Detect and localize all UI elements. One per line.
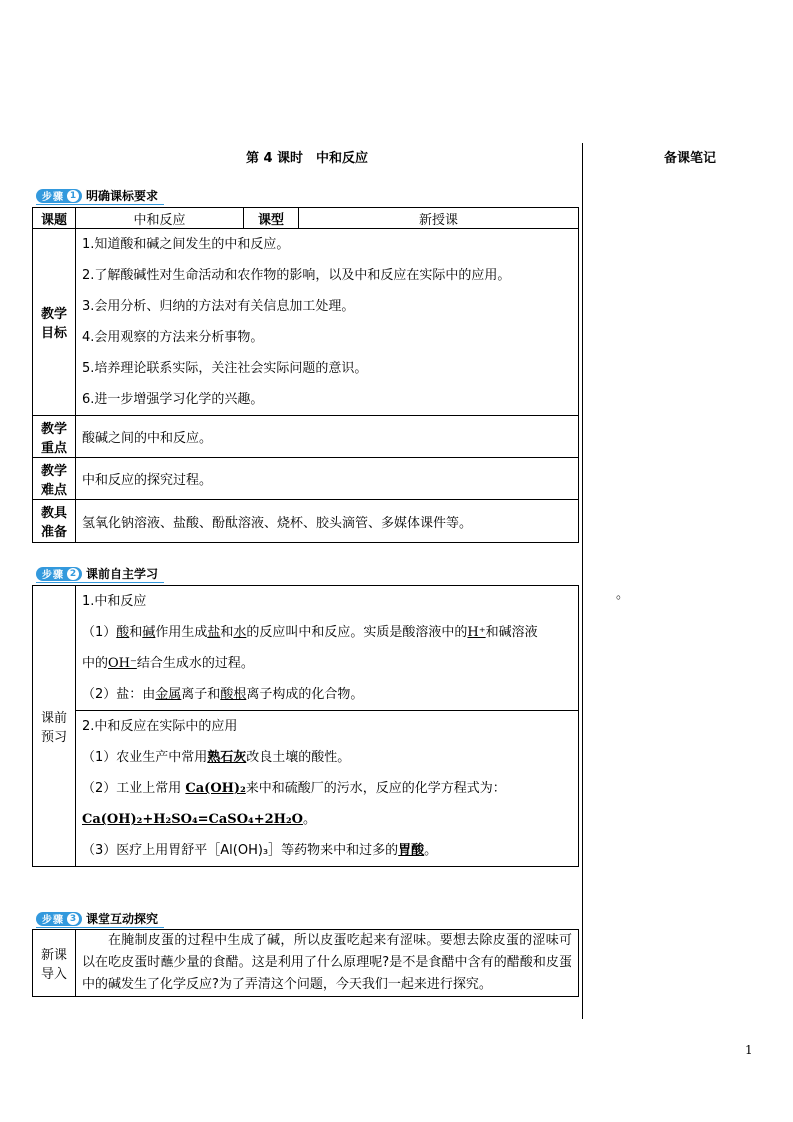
goal-item: 6.进一步增强学习化学的兴趣。 [82, 392, 264, 407]
step-label: 明确课标要求 [86, 189, 159, 203]
step-badge: 步骤 3 [36, 912, 82, 926]
goal-item: 4.会用观察的方法来分析事物。 [82, 330, 264, 345]
intro-table [32, 929, 579, 997]
type-label: 课型 [244, 208, 299, 229]
step-2-header [36, 565, 160, 582]
step-3-header [36, 910, 160, 927]
type-value: 新授课 [299, 208, 579, 229]
notes-heading: 备课笔记 [663, 151, 716, 166]
chemical-equation: Ca(OH)₂+H₂SO₄=CaSO₄+2H₂O。 [82, 812, 316, 827]
section-heading: 2.中和反应在实际中的应用 [82, 719, 238, 734]
topic-label: 课题 [33, 208, 76, 229]
difficult-label: 教学难点 [33, 458, 76, 500]
application-medicine: （3）医疗上用胃舒平［Al(OH)₃］等药物来中和过多的胃酸。 [82, 843, 438, 858]
goal-item: 1.知道酸和碱之间发生的中和反应。 [82, 237, 290, 252]
goal-item: 3.会用分析、归纳的方法对有关信息加工处理。 [82, 299, 355, 314]
goals-label: 教学目标 [33, 229, 76, 416]
preview-label: 课前预习 [33, 586, 76, 867]
definition-paragraph: （1）酸和碱作用生成盐和水的反应叫中和反应。实质是酸溶液中的H⁺和碱溶液 [82, 625, 538, 640]
step-badge: 步骤 2 [36, 567, 82, 581]
step-1-header [36, 187, 160, 204]
salt-paragraph: （2）盐：由金属离子和酸根离子构成的化合物。 [82, 687, 364, 702]
application-agriculture: （1）农业生产中常用熟石灰改良土壤的酸性。 [82, 750, 351, 765]
definition-paragraph-cont: 中的OH⁻结合生成水的过程。 [82, 656, 254, 671]
section-neutralization [76, 586, 579, 711]
step-label: 课前自主学习 [86, 567, 159, 581]
step-label: 课堂互动探究 [86, 912, 159, 926]
difficult-value: 中和反应的探究过程。 [76, 458, 579, 500]
course-info-table [32, 207, 579, 543]
column-divider [582, 143, 583, 1019]
page-number: 1 [745, 1043, 753, 1057]
notes-mark: 。 [616, 587, 630, 602]
preview-table [32, 585, 579, 867]
section-applications [76, 711, 579, 867]
section-heading: 1.中和反应 [82, 594, 147, 609]
key-label: 教学重点 [33, 416, 76, 458]
goals-list [76, 229, 579, 416]
page-title: 第 4 课时 中和反应 [245, 151, 369, 166]
application-industry: （2）工业上常用 Ca(OH)₂来中和硫酸厂的污水，反应的化学方程式为： [82, 781, 506, 796]
step-badge: 步骤 1 [36, 189, 82, 203]
topic-value: 中和反应 [76, 208, 244, 229]
intro-text: 在腌制皮蛋的过程中生成了碱，所以皮蛋吃起来有涩味。要想去除皮蛋的涩味可以在吃皮蛋时蘸少量的食醋。这是利用了什么原理呢?是不是食醋中含有的醋酸和皮蛋中的碱发生了化学反应?为了弄清这个问题，今天我们一起来进行探究。 [76, 930, 579, 997]
intro-label: 新课导入 [33, 930, 76, 997]
key-value: 酸碱之间的中和反应。 [76, 416, 579, 458]
goal-item: 2.了解酸碱性对生命活动和农作物的影响，以及中和反应在实际中的应用。 [82, 268, 511, 283]
prep-label: 教具准备 [33, 500, 76, 543]
goal-item: 5.培养理论联系实际，关注社会实际问题的意识。 [82, 361, 368, 376]
prep-value: 氢氧化钠溶液、盐酸、酚酞溶液、烧杯、胶头滴管、多媒体课件等。 [76, 500, 579, 543]
